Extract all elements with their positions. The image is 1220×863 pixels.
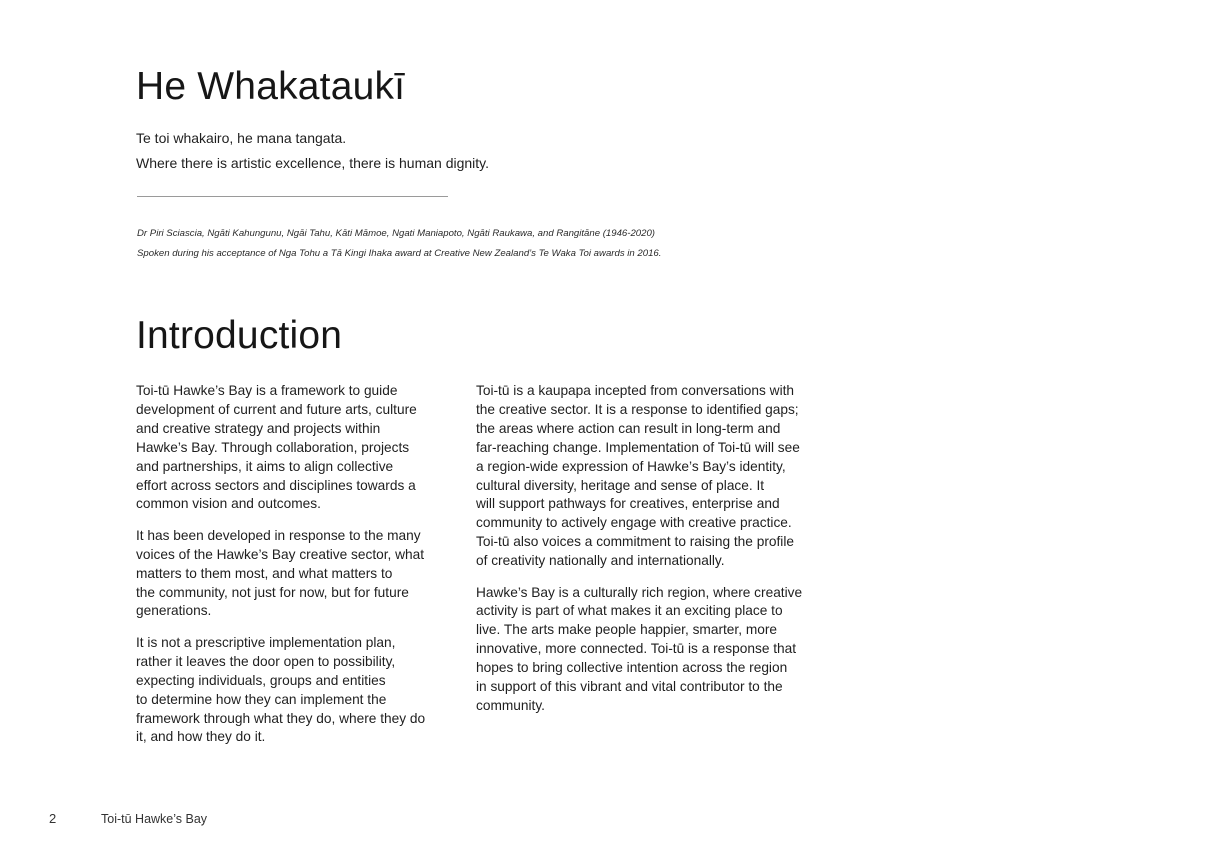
paragraph-line: voices of the Hawke’s Bay creative sector, what (136, 546, 425, 562)
paragraph-line: innovative, more connected. Toi-tū is a response that (476, 641, 797, 657)
paragraph-line: cultural diversity, heritage and sense of place. It (476, 477, 765, 493)
introduction-left-column (136, 382, 436, 760)
paragraph-line: a region-wide expression of Hawke’s Bay’s identity, (476, 458, 786, 474)
paragraph-line: common vision and outcomes. (136, 496, 321, 512)
paragraph-line: the community, not just for now, but for future (136, 584, 409, 600)
paragraph-line: development of current and future arts, culture (136, 401, 417, 417)
paragraph-line: community to actively engage with creative practice. (476, 515, 792, 531)
paragraph-line: matters to them most, and what matters to (136, 565, 393, 581)
paragraph-line: generations. (136, 603, 212, 619)
proverb-english: Where there is artistic excellence, there is human dignity. (136, 155, 490, 171)
paragraph-line: and creative strategy and projects within (136, 420, 381, 436)
paragraph-line: It is not a prescriptive implementation plan, (136, 634, 396, 650)
body-paragraph (476, 382, 811, 571)
footer-document-title: Toi-tū Hawke’s Bay (101, 812, 208, 826)
introduction-right-column (476, 382, 811, 728)
paragraph-line: Hawke’s Bay is a culturally rich region, where creative (476, 584, 803, 600)
paragraph-line: rather it leaves the door open to possibility, (136, 653, 396, 669)
paragraph-line: live. The arts make people happier, smarter, more (476, 622, 778, 638)
paragraph-line: in support of this vibrant and vital contributor to the (476, 679, 783, 695)
paragraph-line: of creativity nationally and internationally. (476, 553, 725, 569)
whakatauki-heading: He Whakataukī (136, 65, 406, 108)
paragraph-line: the creative sector. It is a response to identified gaps; (476, 401, 799, 417)
paragraph-line: and partnerships, it aims to align collective (136, 458, 394, 474)
body-paragraph (136, 527, 436, 622)
proverb-maori: Te toi whakairo, he mana tangata. (136, 130, 347, 146)
paragraph-line: expecting individuals, groups and entities (136, 672, 386, 688)
paragraph-line: it, and how they do it. (136, 729, 266, 745)
paragraph-line: far-reaching change. Implementation of Toi-tū will see (476, 439, 800, 455)
paragraph-line: to determine how they can implement the (136, 691, 387, 707)
paragraph-line: activity is part of what makes it an exciting place to (476, 603, 783, 619)
page-number: 2 (49, 811, 57, 826)
attribution-context: Spoken during his acceptance of Nga Tohu a Tā Kingi Ihaka award at Creative New Zealand’s Te Waka Toi awards in 2016. (137, 248, 662, 259)
paragraph-line: Toi-tū also voices a commitment to raising the profile (476, 534, 794, 550)
paragraph-line: hopes to bring collective intention across the region (476, 660, 788, 676)
paragraph-line: community. (476, 698, 545, 713)
body-paragraph (476, 584, 811, 716)
body-paragraph (136, 382, 436, 514)
paragraph-line: will support pathways for creatives, enterprise and (476, 496, 780, 512)
paragraph-line: Toi-tū Hawke’s Bay is a framework to guide (136, 383, 398, 398)
divider-rule (137, 196, 448, 197)
paragraph-line: effort across sectors and disciplines towards a (136, 477, 416, 493)
paragraph-line: Hawke’s Bay. Through collaboration, projects (136, 439, 410, 455)
paragraph-line: framework through what they do, where they do (136, 710, 426, 726)
attribution-author: Dr Piri Sciascia, Ngāti Kahungunu, Ngāi Tahu, Kāti Māmoe, Ngati Maniapoto, Ngāti Raukawa, and Rangitāne (1946-2020) (137, 228, 656, 239)
paragraph-line: It has been developed in response to the many (136, 527, 421, 543)
body-paragraph (136, 634, 436, 747)
paragraph-line: the areas where action can result in long-term and (476, 420, 781, 436)
introduction-heading: Introduction (136, 314, 343, 357)
paragraph-line: Toi-tū is a kaupapa incepted from conversations with (476, 383, 795, 398)
